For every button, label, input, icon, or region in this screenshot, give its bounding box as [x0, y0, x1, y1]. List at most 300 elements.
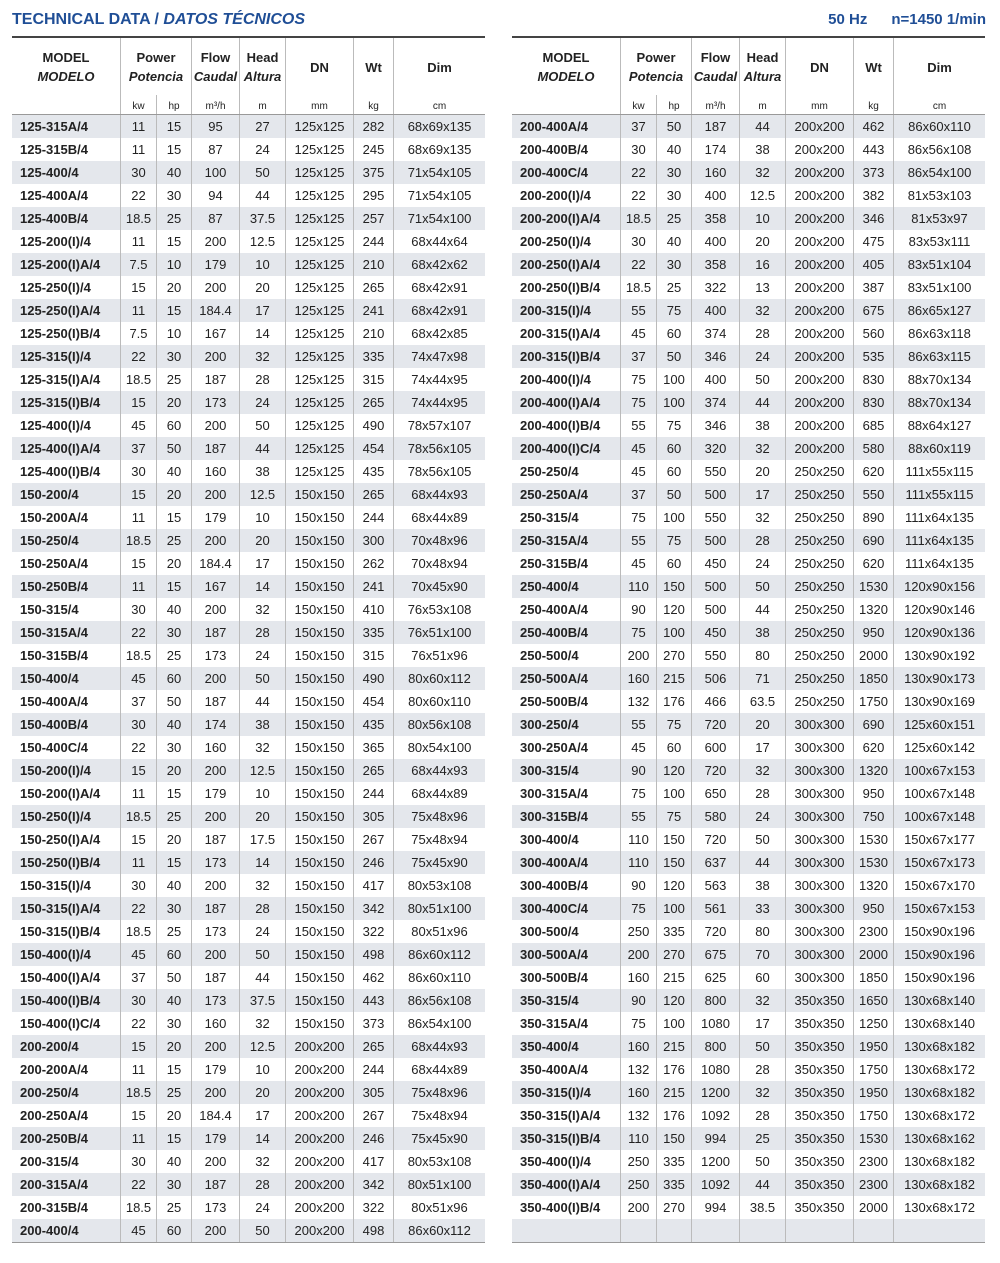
dn-cell: 125x125: [285, 368, 353, 391]
power-hp-cell: 20: [156, 828, 191, 851]
unit-wt: kg: [853, 95, 893, 114]
power-hp-cell: 120: [656, 874, 691, 897]
dn-cell: 125x125: [285, 276, 353, 299]
power-hp-cell: 270: [656, 644, 691, 667]
model-cell: 350-400/4: [520, 1039, 579, 1054]
power-hp-cell: 100: [656, 897, 691, 920]
power-hp-cell: 40: [156, 1150, 191, 1173]
table-row: [12, 391, 485, 414]
power-hp-cell: 25: [156, 644, 191, 667]
dim-cell: 68x69x135: [393, 115, 485, 138]
power-kw-cell: 55: [620, 529, 656, 552]
dn-cell: 125x125: [285, 299, 353, 322]
dn-cell: 200x200: [785, 230, 853, 253]
flow-cell: 200: [191, 1150, 239, 1173]
table-row: [12, 1058, 485, 1081]
table-row: [512, 667, 985, 690]
power-hp-cell: 215: [656, 1081, 691, 1104]
dim-cell: 80x51x96: [393, 1196, 485, 1219]
model-cell: 200-400(I)B/4: [520, 418, 601, 433]
head-cell: 12.5: [739, 184, 785, 207]
dim-cell: [893, 1219, 985, 1242]
flow-cell: 179: [191, 782, 239, 805]
flow-cell: 184.4: [191, 299, 239, 322]
weight-cell: 342: [353, 897, 393, 920]
col-head-es: Altura: [243, 69, 282, 84]
flow-cell: 346: [691, 345, 739, 368]
head-cell: 24: [739, 552, 785, 575]
power-kw-cell: 15: [120, 391, 156, 414]
power-kw-cell: 250: [620, 1173, 656, 1196]
table-row: [512, 598, 985, 621]
power-hp-cell: 215: [656, 1035, 691, 1058]
unit-head: m: [739, 95, 785, 114]
dn-cell: 200x200: [285, 1035, 353, 1058]
col-power-en: Power: [636, 50, 676, 65]
power-kw-cell: 11: [120, 138, 156, 161]
weight-cell: 410: [353, 598, 393, 621]
flow-cell: 625: [691, 966, 739, 989]
power-kw-cell: 18.5: [120, 920, 156, 943]
weight-cell: 244: [353, 1058, 393, 1081]
table-row: [12, 1104, 485, 1127]
weight-cell: 417: [353, 874, 393, 897]
unit-dim: cm: [393, 95, 485, 114]
flow-cell: 800: [691, 1035, 739, 1058]
flow-cell: 174: [691, 138, 739, 161]
flow-cell: 200: [191, 667, 239, 690]
flow-cell: 994: [691, 1127, 739, 1150]
dn-cell: 150x150: [285, 1012, 353, 1035]
dn-cell: 125x125: [285, 414, 353, 437]
power-kw-cell: 18.5: [120, 644, 156, 667]
weight-cell: 454: [353, 690, 393, 713]
flow-cell: 187: [191, 966, 239, 989]
weight-cell: 2300: [853, 920, 893, 943]
flow-cell: 550: [691, 506, 739, 529]
head-cell: 14: [239, 851, 285, 874]
dim-cell: 80x60x112: [393, 667, 485, 690]
head-cell: 28: [739, 1104, 785, 1127]
dim-cell: 86x60x110: [393, 966, 485, 989]
model-cell: 300-315A/4: [520, 786, 588, 801]
power-hp-cell: 40: [656, 230, 691, 253]
table-row: [512, 874, 985, 897]
weight-cell: 750: [853, 805, 893, 828]
weight-cell: 620: [853, 736, 893, 759]
dn-cell: 150x150: [285, 713, 353, 736]
table-row: [512, 943, 985, 966]
flow-cell: 173: [191, 989, 239, 1012]
model-cell: 250-500A/4: [520, 671, 588, 686]
head-cell: 14: [239, 322, 285, 345]
weight-cell: 265: [353, 483, 393, 506]
dn-cell: 125x125: [285, 230, 353, 253]
dim-cell: 150x67x170: [893, 874, 985, 897]
flow-cell: 500: [691, 483, 739, 506]
model-cell: 200-315(I)B/4: [520, 349, 601, 364]
dim-cell: 130x68x162: [893, 1127, 985, 1150]
model-cell: 300-500A/4: [520, 947, 588, 962]
dn-cell: 200x200: [785, 345, 853, 368]
model-cell: 300-250/4: [520, 717, 579, 732]
weight-cell: 1950: [853, 1035, 893, 1058]
table-row: [512, 161, 985, 184]
table-bottom-rule: [512, 1242, 985, 1243]
model-cell: 250-250A/4: [520, 487, 588, 502]
power-kw-cell: 37: [120, 690, 156, 713]
model-cell: 150-200A/4: [20, 510, 88, 525]
col-power: [120, 38, 191, 95]
power-hp-cell: 150: [656, 851, 691, 874]
table-row: [12, 1081, 485, 1104]
units-row: [12, 95, 485, 115]
model-cell: 200-315A/4: [20, 1177, 88, 1192]
power-hp-cell: 30: [156, 184, 191, 207]
power-hp-cell: 60: [156, 414, 191, 437]
dn-cell: 150x150: [285, 805, 353, 828]
power-hp-cell: 150: [656, 575, 691, 598]
power-kw-cell: 160: [620, 1081, 656, 1104]
head-cell: 50: [239, 943, 285, 966]
head-cell: 10: [739, 207, 785, 230]
model-cell: 250-315/4: [520, 510, 579, 525]
dn-cell: 200x200: [285, 1058, 353, 1081]
weight-cell: 244: [353, 506, 393, 529]
power-kw-cell: 15: [120, 1104, 156, 1127]
flow-cell: 1092: [691, 1104, 739, 1127]
dim-cell: 68x42x62: [393, 253, 485, 276]
dn-cell: 150x150: [285, 782, 353, 805]
model-cell: 125-400/4: [20, 165, 79, 180]
dim-cell: 68x42x85: [393, 322, 485, 345]
dn-cell: 125x125: [285, 138, 353, 161]
dn-cell: 125x125: [285, 391, 353, 414]
head-cell: 24: [239, 920, 285, 943]
dn-cell: 125x125: [285, 322, 353, 345]
power-hp-cell: 50: [156, 437, 191, 460]
title-english: TECHNICAL DATA: [12, 11, 151, 28]
power-kw-cell: 75: [620, 897, 656, 920]
dn-cell: 125x125: [285, 460, 353, 483]
col-head: [239, 38, 285, 95]
col-model: [512, 38, 620, 95]
table-row: [12, 138, 485, 161]
flow-cell: 200: [191, 1081, 239, 1104]
power-kw-cell: 45: [620, 437, 656, 460]
dn-cell: 350x350: [785, 1012, 853, 1035]
col-flow: [191, 38, 239, 95]
power-hp-cell: 30: [156, 621, 191, 644]
table-row: [12, 943, 485, 966]
table-row: [12, 184, 485, 207]
weight-cell: 300: [353, 529, 393, 552]
table-row: [12, 1035, 485, 1058]
power-kw-cell: 22: [620, 184, 656, 207]
dim-cell: 75x48x94: [393, 1104, 485, 1127]
power-kw-cell: 7.5: [120, 322, 156, 345]
model-cell: 200-400(I)C/4: [520, 441, 601, 456]
head-cell: 50: [739, 1150, 785, 1173]
weight-cell: 1850: [853, 667, 893, 690]
technical-data-table-right: [512, 36, 985, 1243]
col-head: [739, 38, 785, 95]
head-cell: 13: [739, 276, 785, 299]
flow-cell: 167: [191, 575, 239, 598]
model-cell: 300-500B/4: [520, 970, 588, 985]
head-cell: 17: [739, 1012, 785, 1035]
model-cell: 200-250(I)A/4: [520, 257, 601, 272]
col-head-en: Head: [246, 50, 279, 65]
model-cell: 200-250/4: [20, 1085, 79, 1100]
model-cell: 150-315/4: [20, 602, 79, 617]
weight-cell: 375: [353, 161, 393, 184]
weight-cell: 315: [353, 368, 393, 391]
model-cell: 300-400A/4: [520, 855, 588, 870]
unit-dim: cm: [893, 95, 985, 114]
power-hp-cell: 15: [156, 851, 191, 874]
dim-cell: 111x64x135: [893, 552, 985, 575]
table-row: [512, 1196, 985, 1219]
model-cell: 250-400/4: [520, 579, 579, 594]
power-hp-cell: 15: [156, 506, 191, 529]
flow-cell: 179: [191, 253, 239, 276]
flow-cell: 200: [191, 1219, 239, 1242]
flow-cell: 637: [691, 851, 739, 874]
dim-cell: 150x90x196: [893, 943, 985, 966]
power-kw-cell: 160: [620, 667, 656, 690]
head-cell: 28: [739, 322, 785, 345]
head-cell: 63.5: [739, 690, 785, 713]
model-cell: 200-315/4: [20, 1154, 79, 1169]
table-row: [512, 299, 985, 322]
dn-cell: 125x125: [285, 161, 353, 184]
power-hp-cell: 50: [656, 345, 691, 368]
dim-cell: 68x44x89: [393, 1058, 485, 1081]
head-cell: 32: [239, 345, 285, 368]
dn-cell: 150x150: [285, 690, 353, 713]
table-row: [12, 414, 485, 437]
dim-cell: 75x48x96: [393, 805, 485, 828]
head-cell: 33: [739, 897, 785, 920]
head-cell: 32: [239, 874, 285, 897]
weight-cell: 443: [353, 989, 393, 1012]
power-kw-cell: 18.5: [120, 207, 156, 230]
head-cell: 12.5: [239, 483, 285, 506]
power-hp-cell: 100: [656, 506, 691, 529]
table-row: [512, 621, 985, 644]
power-kw-cell: 11: [120, 299, 156, 322]
dim-cell: 150x90x196: [893, 966, 985, 989]
dim-cell: 88x70x134: [893, 391, 985, 414]
model-cell: 150-400C/4: [20, 740, 88, 755]
dn-cell: 200x200: [785, 184, 853, 207]
head-cell: 32: [739, 989, 785, 1012]
weight-cell: 246: [353, 851, 393, 874]
table-row: [512, 1058, 985, 1081]
power-kw-cell: 15: [120, 1035, 156, 1058]
flow-cell: 720: [691, 920, 739, 943]
flow-cell: 174: [191, 713, 239, 736]
flow-cell: 160: [191, 736, 239, 759]
model-cell: 200-200A/4: [20, 1062, 88, 1077]
table-row: [512, 207, 985, 230]
head-cell: 38: [739, 138, 785, 161]
flow-cell: 500: [691, 598, 739, 621]
flow-cell: 580: [691, 805, 739, 828]
flow-cell: 400: [691, 230, 739, 253]
dim-cell: 111x64x135: [893, 529, 985, 552]
table-row: [512, 920, 985, 943]
dim-cell: 76x51x100: [393, 621, 485, 644]
weight-cell: 1530: [853, 851, 893, 874]
col-flow: [691, 38, 739, 95]
model-cell: 125-200(I)A/4: [20, 257, 101, 272]
head-cell: 17: [239, 299, 285, 322]
power-hp-cell: 50: [156, 966, 191, 989]
power-hp-cell: 40: [156, 161, 191, 184]
flow-cell: 187: [191, 368, 239, 391]
model-cell: 250-250/4: [520, 464, 579, 479]
flow-cell: 1080: [691, 1012, 739, 1035]
head-cell: 10: [239, 506, 285, 529]
power-hp-cell: 15: [156, 575, 191, 598]
power-kw-cell: 11: [120, 115, 156, 138]
dim-cell: 130x68x172: [893, 1058, 985, 1081]
model-cell: 150-315A/4: [20, 625, 88, 640]
dim-cell: 78x56x105: [393, 437, 485, 460]
dim-cell: 86x63x118: [893, 322, 985, 345]
table-row: [12, 966, 485, 989]
dn-cell: 250x250: [785, 644, 853, 667]
flow-cell: 184.4: [191, 552, 239, 575]
power-kw-cell: 75: [620, 621, 656, 644]
model-cell: 125-315(I)A/4: [20, 372, 101, 387]
dn-cell: 150x150: [285, 575, 353, 598]
power-hp-cell: 20: [156, 759, 191, 782]
dim-cell: 71x54x105: [393, 184, 485, 207]
head-cell: 25: [739, 1127, 785, 1150]
head-cell: 10: [239, 1058, 285, 1081]
dim-cell: 120x90x156: [893, 575, 985, 598]
unit-wt: kg: [353, 95, 393, 114]
unit-hp: hp: [156, 95, 191, 114]
flow-cell: 160: [691, 161, 739, 184]
head-cell: 37.5: [239, 989, 285, 1012]
dim-cell: 80x56x108: [393, 713, 485, 736]
head-cell: 44: [739, 851, 785, 874]
head-cell: 32: [239, 598, 285, 621]
power-hp-cell: 75: [656, 299, 691, 322]
dim-cell: 120x90x136: [893, 621, 985, 644]
weight-cell: 405: [853, 253, 893, 276]
model-cell: 150-250/4: [20, 533, 79, 548]
power-hp-cell: 10: [156, 253, 191, 276]
model-cell: 150-400(I)C/4: [20, 1016, 101, 1031]
weight-cell: 462: [853, 115, 893, 138]
dim-cell: 150x90x196: [893, 920, 985, 943]
flow-cell: 358: [691, 253, 739, 276]
power-hp-cell: 30: [656, 161, 691, 184]
dn-cell: 300x300: [785, 943, 853, 966]
dn-cell: 300x300: [785, 874, 853, 897]
weight-cell: 1850: [853, 966, 893, 989]
power-kw-cell: 22: [120, 897, 156, 920]
power-kw-cell: 30: [620, 230, 656, 253]
dim-cell: 68x44x64: [393, 230, 485, 253]
dn-cell: 125x125: [285, 184, 353, 207]
weight-cell: 244: [353, 782, 393, 805]
weight-cell: 262: [353, 552, 393, 575]
table-row: [12, 1196, 485, 1219]
flow-cell: 187: [191, 897, 239, 920]
weight-cell: 675: [853, 299, 893, 322]
power-kw-cell: 22: [120, 621, 156, 644]
power-hp-cell: 40: [156, 989, 191, 1012]
table-body-right: [512, 115, 985, 1242]
dn-cell: 300x300: [785, 897, 853, 920]
power-kw-cell: 11: [120, 230, 156, 253]
table-row: [12, 805, 485, 828]
table-row: [512, 897, 985, 920]
model-cell: 150-250(I)A/4: [20, 832, 101, 847]
weight-cell: 580: [853, 437, 893, 460]
power-hp-cell: 15: [156, 299, 191, 322]
flow-cell: 200: [191, 874, 239, 897]
dn-cell: 200x200: [785, 391, 853, 414]
table-row: [512, 1104, 985, 1127]
head-cell: 50: [739, 575, 785, 598]
head-cell: 17.5: [239, 828, 285, 851]
dn-cell: 125x125: [285, 345, 353, 368]
weight-cell: 535: [853, 345, 893, 368]
weight-cell: 1750: [853, 1104, 893, 1127]
column-header-row: [12, 38, 485, 95]
dn-cell: 300x300: [785, 920, 853, 943]
weight-cell: 685: [853, 414, 893, 437]
head-cell: 20: [739, 460, 785, 483]
table-row: [512, 851, 985, 874]
head-cell: 32: [239, 1012, 285, 1035]
dn-cell: 150x150: [285, 552, 353, 575]
weight-cell: 620: [853, 460, 893, 483]
power-hp-cell: 176: [656, 1058, 691, 1081]
weight-cell: 335: [353, 621, 393, 644]
power-hp-cell: 60: [656, 322, 691, 345]
power-hp-cell: [656, 1219, 691, 1242]
power-hp-cell: 150: [656, 828, 691, 851]
power-hp-cell: 25: [156, 805, 191, 828]
power-hp-cell: 25: [156, 920, 191, 943]
page-title: [12, 11, 305, 29]
power-hp-cell: 50: [656, 483, 691, 506]
dim-cell: 80x60x110: [393, 690, 485, 713]
dn-cell: 200x200: [285, 1150, 353, 1173]
model-cell: 150-400(I)A/4: [20, 970, 101, 985]
weight-cell: 490: [353, 667, 393, 690]
dim-cell: 76x53x108: [393, 598, 485, 621]
dim-cell: 80x51x96: [393, 920, 485, 943]
table-row: [512, 1219, 985, 1242]
power-kw-cell: 7.5: [120, 253, 156, 276]
power-kw-cell: 200: [620, 943, 656, 966]
model-cell: 200-400(I)A/4: [520, 395, 601, 410]
dn-cell: 200x200: [285, 1173, 353, 1196]
col-flow-en: Flow: [200, 50, 231, 65]
flow-cell: 100: [191, 161, 239, 184]
model-cell: 200-200(I)A/4: [520, 211, 601, 226]
table-row: [12, 322, 485, 345]
